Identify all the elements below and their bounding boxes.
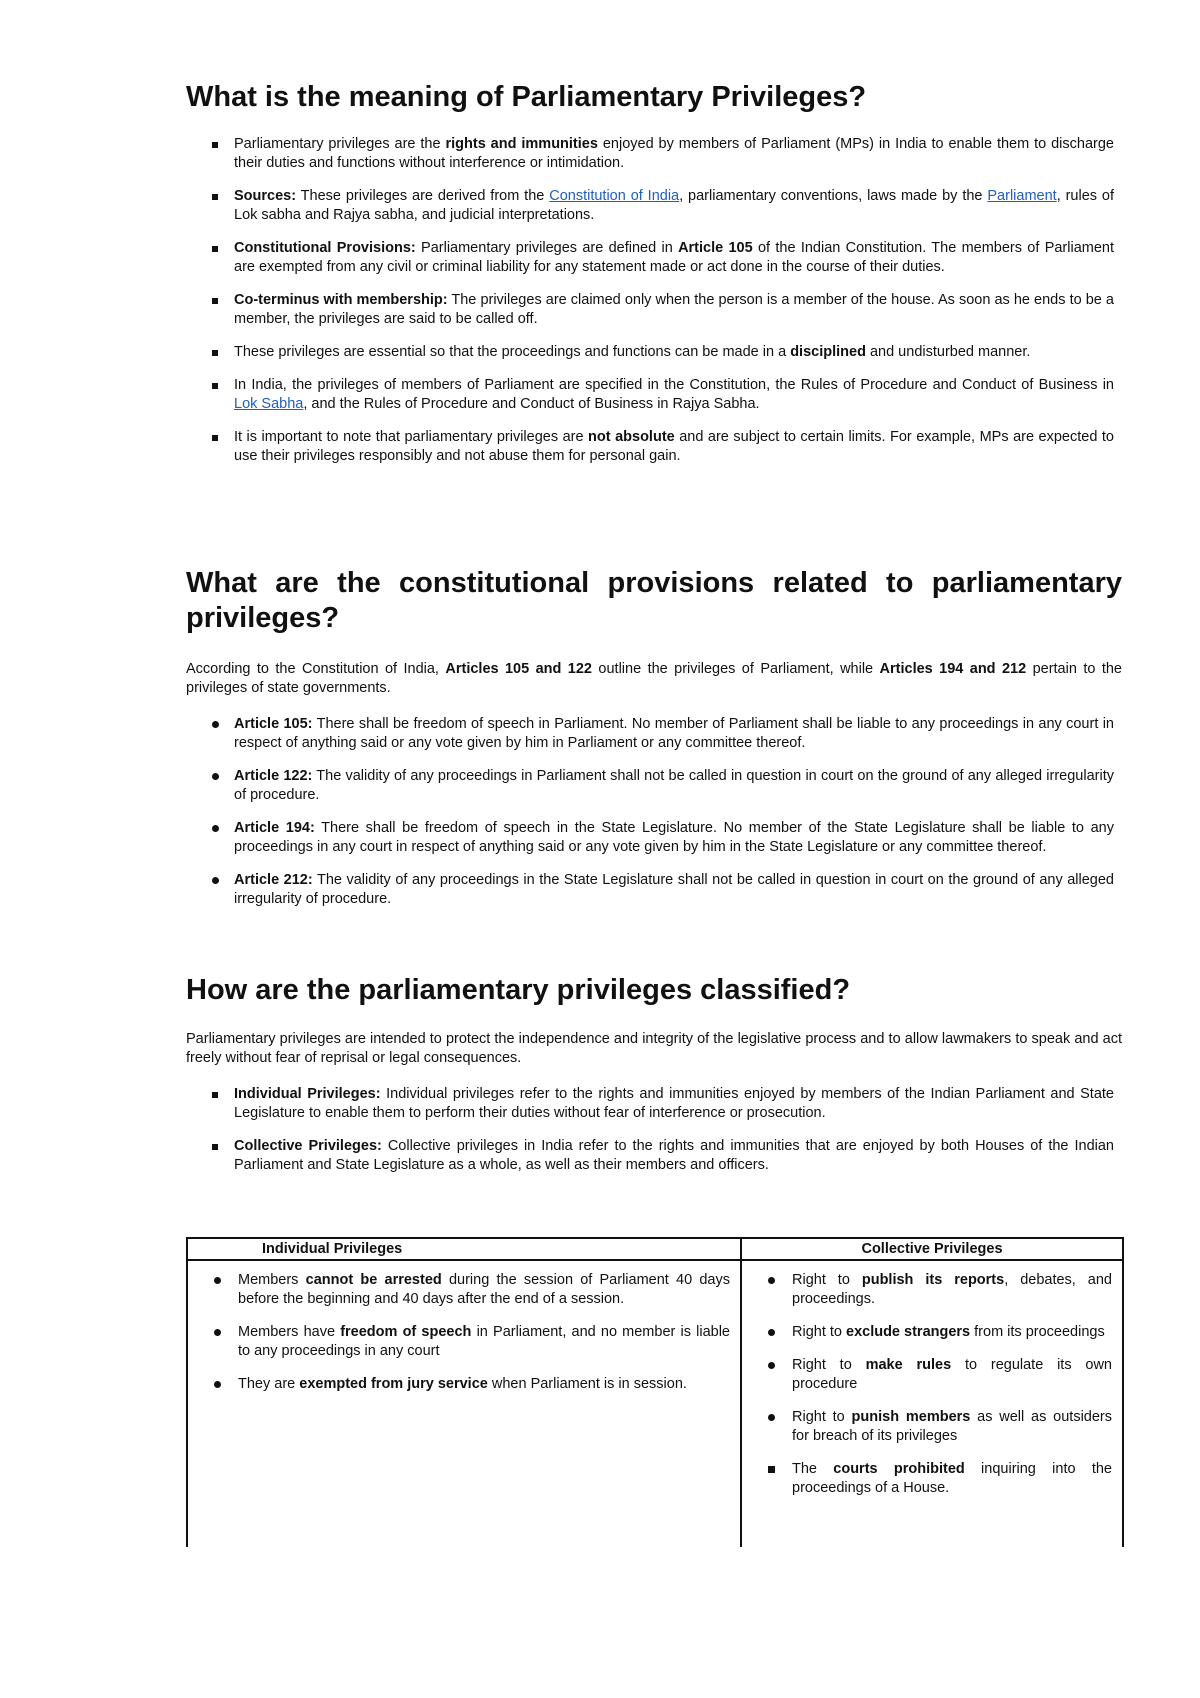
list-item: Article 105: There shall be freedom of speech in Parliament. No member of Parliament shall be liable to any proceedings in any court in respect of anything said or any vote given by him in Parliament or any committee thereof. <box>186 715 1122 753</box>
list-item: They are exempted from jury service when Parliament is in session. <box>188 1375 730 1394</box>
lok-sabha-link[interactable]: Lok Sabha <box>234 396 304 412</box>
section-heading-constitutional-provisions: What are the constitutional provisions related to parliamentary privileges? <box>186 567 1122 634</box>
individual-privileges-header: Individual Privileges <box>187 1238 741 1260</box>
meaning-list <box>186 135 1122 466</box>
list-item: Members cannot be arrested during the session of Parliament 40 days before the beginning and 40 days after the end of a session. <box>188 1271 730 1309</box>
list-item: Right to publish its reports, debates, and proceedings. <box>742 1271 1112 1309</box>
list-item: Article 122: The validity of any proceedings in Parliament shall not be called in question in court on the ground of any alleged irregularity of procedure. <box>186 767 1122 805</box>
table-row <box>187 1260 1123 1547</box>
parliament-link[interactable]: Parliament <box>987 188 1057 204</box>
constitutional-intro: According to the Constitution of India, Articles 105 and 122 outline the privileges of Parliament, while Articles 194 and 212 pertain to the privileges of state governments. <box>186 661 1122 696</box>
list-item: Members have freedom of speech in Parliament, and no member is liable to any proceedings in any court <box>188 1323 730 1361</box>
list-item: Co-terminus with membership: The privileges are claimed only when the person is a member of the house. As soon as he ends to be a member, the privileges are said to be called off. <box>186 291 1122 329</box>
classification-intro: Parliamentary privileges are intended to protect the independence and integrity of the legislative process and to allow lawmakers to speak and act freely without fear of reprisal or legal consequences. <box>186 1031 1122 1066</box>
list-item: In India, the privileges of members of Parliament are specified in the Constitution, the Rules of Procedure and Conduct of Business in Lok Sabha, and the Rules of Procedure and Conduct of Business in Rajya Sabha. <box>186 376 1122 414</box>
list-item: These privileges are essential so that the proceedings and functions can be made in a disciplined and undisturbed manner. <box>186 343 1122 362</box>
section-heading-classification: How are the parliamentary privileges classified? <box>186 974 851 1006</box>
list-item: It is important to note that parliamentary privileges are not absolute and are subject to certain limits. For example, MPs are expected to use their privileges responsibly and not abuse them for personal gain. <box>186 428 1122 466</box>
list-item: The courts prohibited inquiring into the proceedings of a House. <box>742 1460 1112 1498</box>
list-item: Article 212: The validity of any proceedings in the State Legislature shall not be called in question in court on the ground of any alleged irregularity of procedure. <box>186 871 1122 909</box>
constitution-of-india-link[interactable]: Constitution of India <box>549 188 680 204</box>
list-item: Sources: These privileges are derived from the Constitution of India, parliamentary conventions, laws made by the Parliament, rules of Lok sabha and Rajya sabha, and judicial interpretations. <box>186 187 1122 225</box>
list-item: Collective Privileges: Collective privileges in India refer to the rights and immunities that are enjoyed by both Houses of the Indian Parliament and State Legislature as a whole, as well as their members and officers. <box>186 1137 1122 1175</box>
collective-privileges-header: Collective Privileges <box>741 1238 1123 1260</box>
list-item: Article 194: There shall be freedom of speech in the State Legislature. No member of the State Legislature shall be liable to any proceedings in any court in respect of anything said or any vote given by him in the State Legislature or any committee thereof. <box>186 819 1122 857</box>
table-header-row <box>187 1238 1123 1260</box>
document-content <box>186 80 1122 1547</box>
classification-list <box>186 1085 1122 1175</box>
list-item: Right to make rules to regulate its own procedure <box>742 1356 1112 1394</box>
list-item: Individual Privileges: Individual privileges refer to the rights and immunities enjoyed by members of the Indian Parliament and State Legislature to enable them to perform their duties without fear of interference or prosecution. <box>186 1085 1122 1123</box>
articles-list <box>186 715 1122 909</box>
collective-privileges-cell <box>741 1260 1123 1547</box>
privileges-table <box>186 1237 1124 1547</box>
list-item: Right to punish members as well as outsiders for breach of its privileges <box>742 1408 1112 1446</box>
section-heading-meaning: What is the meaning of Parliamentary Privileges? <box>186 81 867 113</box>
list-item: Right to exclude strangers from its proceedings <box>742 1323 1112 1342</box>
list-item: Parliamentary privileges are the rights and immunities enjoyed by members of Parliament (MPs) in India to enable them to discharge their duties and functions without interference or intimidation. <box>186 135 1122 173</box>
list-item: Constitutional Provisions: Parliamentary privileges are defined in Article 105 of the Indian Constitution. The members of Parliament are exempted from any civil or criminal liability for any statement made or act done in the course of their duties. <box>186 239 1122 277</box>
individual-privileges-cell <box>187 1260 741 1547</box>
